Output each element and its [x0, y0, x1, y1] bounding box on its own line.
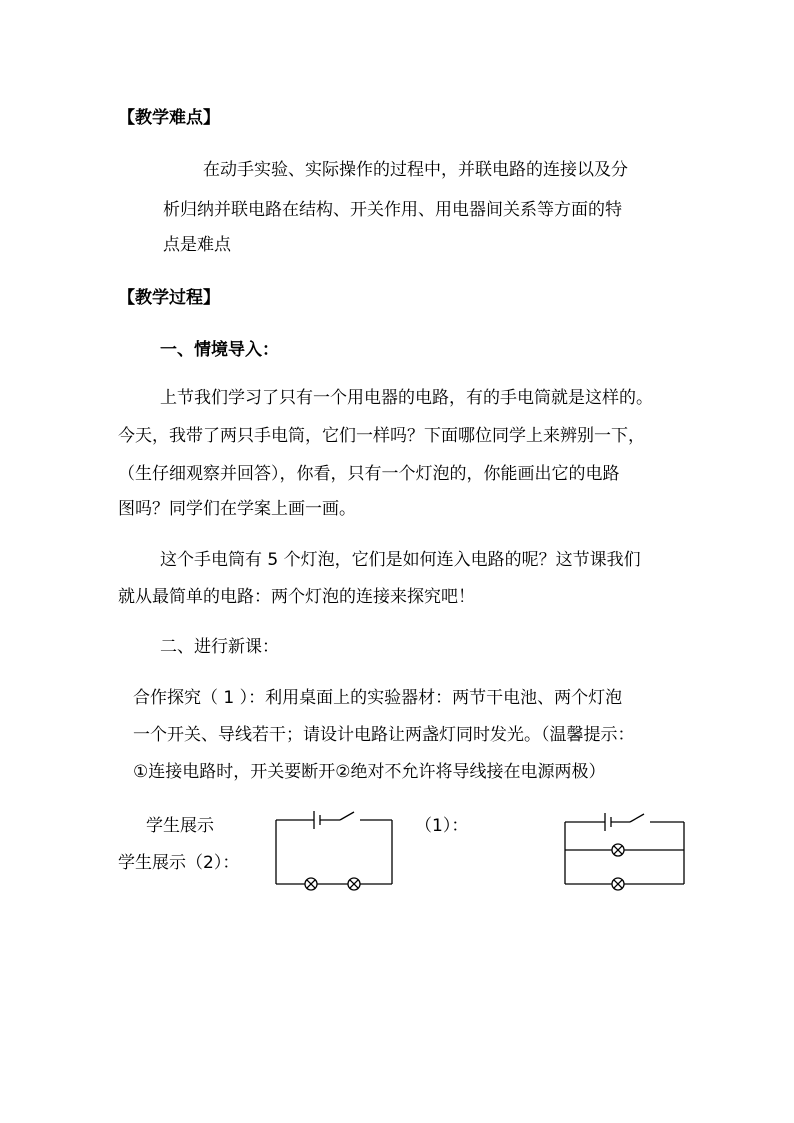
task-line-2: 一个开关、导线若干；请设计电路让两盏灯同时发光。（温馨提示：: [133, 725, 635, 745]
switch-blade: [630, 814, 644, 822]
section2-title: 二、进行新课：: [160, 637, 279, 657]
intro2-line-1: 这个手电筒有 5 个灯泡，它们是如何连入电路的呢？这节课我们: [160, 550, 641, 570]
difficulty-line-3: 点是难点: [163, 235, 231, 255]
intro2-line-2: 就从最简单的电路：两个灯泡的连接来探究吧！: [118, 587, 475, 607]
task-line-3: ①连接电路时，开关要断开②绝对不允许将导线接在电源两极）: [133, 762, 606, 782]
series-circuit-diagram: [270, 808, 400, 894]
task-line-1: 合作探究（ 1 ）：利用桌面上的实验器材：两节干电池、两个灯泡: [133, 688, 623, 708]
intro-line-3: （生仔细观察并回答），你看，只有一个灯泡的，你能画出它的电路: [118, 464, 620, 484]
parallel-circuit-diagram: [560, 808, 690, 894]
intro-line-1: 上节我们学习了只有一个用电器的电路，有的手电筒就是这样的。: [160, 388, 653, 408]
student-show-1-label: 学生展示: [146, 816, 214, 836]
student-show-1-number: （1）：: [415, 816, 469, 836]
section1-title: 一、情境导入：: [160, 340, 279, 360]
difficulty-line-1: 在动手实验、实际操作的过程中，并联电路的连接以及分: [203, 160, 628, 180]
intro-line-2: 今天，我带了两只手电筒，它们一样吗？下面哪位同学上来辨别一下，: [118, 426, 645, 446]
difficulty-line-2: 析归纳并联电路在结构、开关作用、用电器间关系等方面的特: [163, 200, 622, 220]
intro-line-4: 图吗？同学们在学案上画一画。: [118, 499, 356, 519]
student-show-2-label: 学生展示（2）：: [118, 853, 240, 873]
difficulty-heading: 【教学难点】: [118, 108, 220, 128]
process-heading: 【教学过程】: [118, 288, 220, 308]
switch-blade: [340, 812, 354, 820]
